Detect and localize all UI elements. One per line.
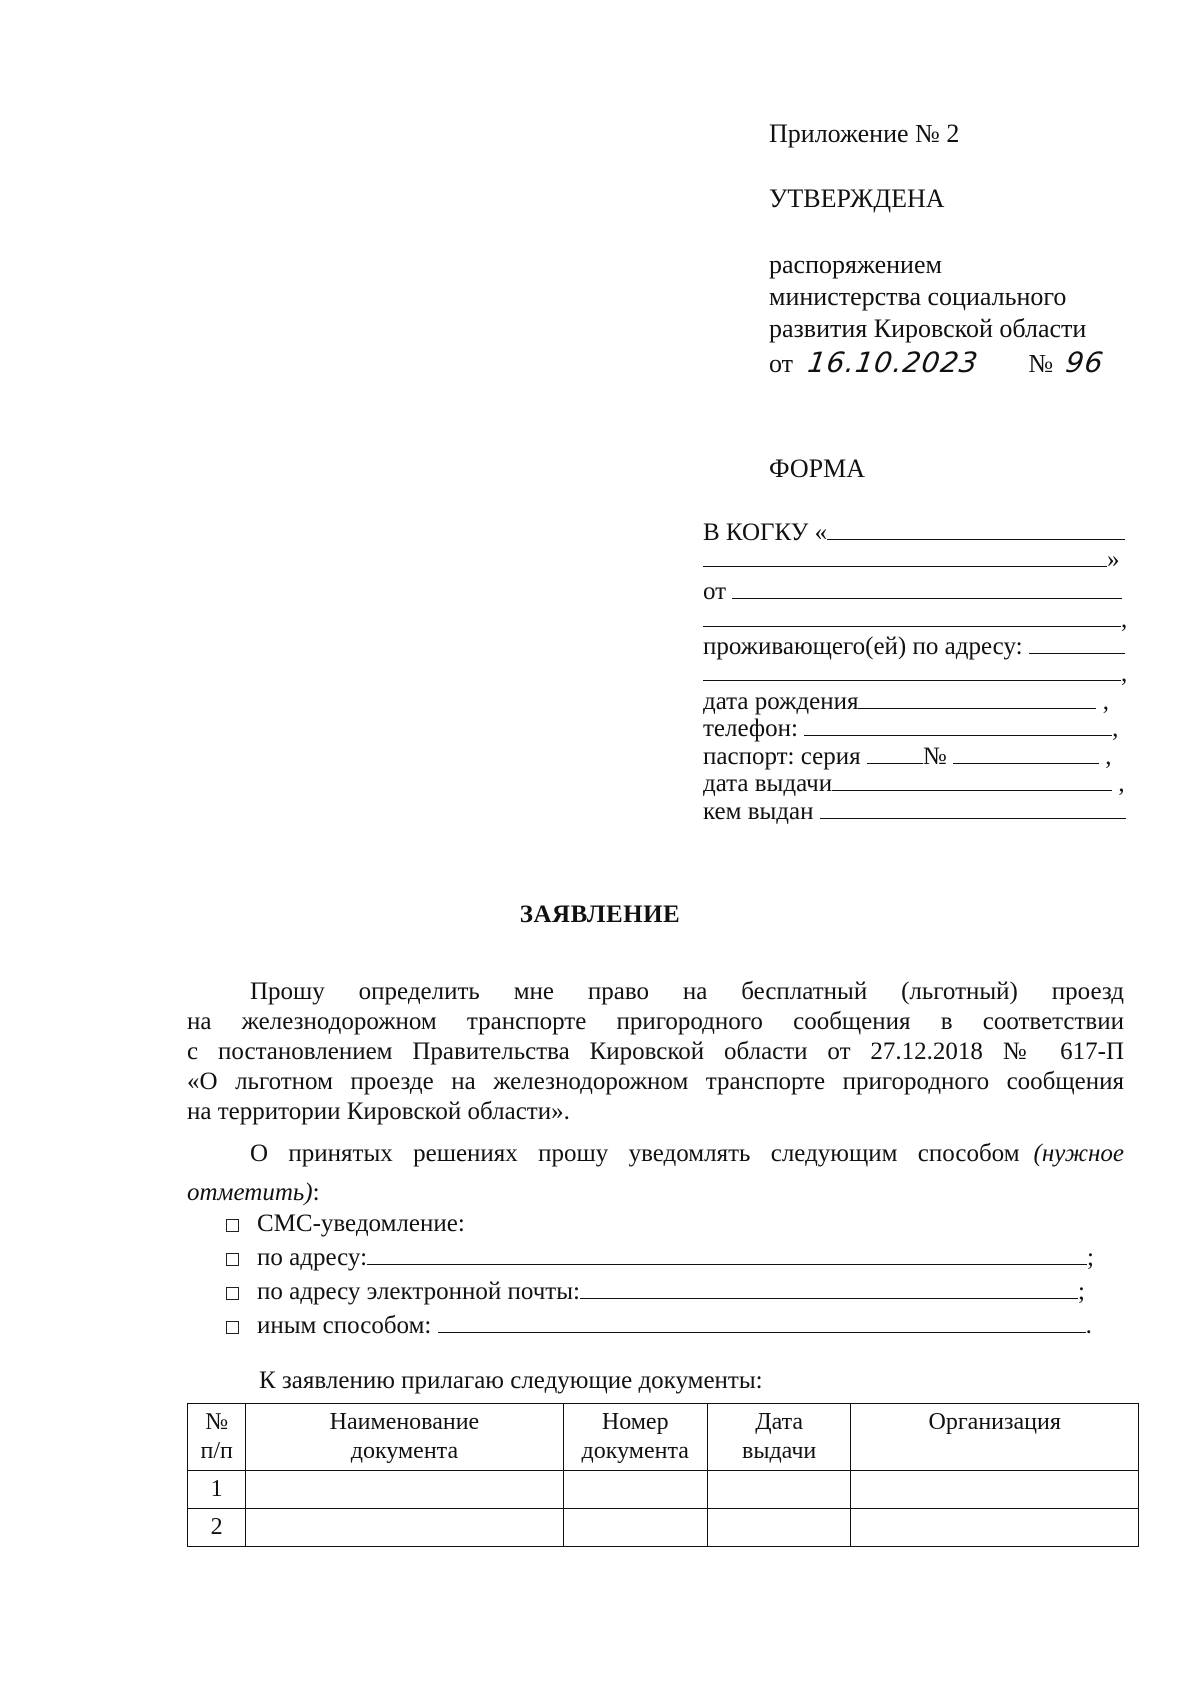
option-address-label: по адресу:	[257, 1244, 368, 1271]
table-cell[interactable]	[563, 1509, 707, 1547]
handwritten-number: 96	[1063, 346, 1106, 379]
semicolon: ;	[1087, 1244, 1094, 1271]
semicolon: ;	[1077, 1278, 1085, 1305]
table-cell[interactable]	[563, 1471, 707, 1509]
handwritten-date: 16.10.2023	[805, 346, 981, 379]
p2-text: О принятых решениях прошу уведомлять следующим способом	[250, 1140, 1020, 1167]
col-issuedate-line1: Дата	[755, 1409, 804, 1435]
col-issuedate-header	[707, 1404, 851, 1471]
issued-by-line	[703, 796, 1126, 827]
issued-by-label: кем выдан	[703, 798, 814, 825]
address-field[interactable]	[1029, 631, 1125, 654]
table-cell[interactable]	[707, 1509, 851, 1547]
table-cell[interactable]	[246, 1471, 563, 1509]
approved-label: УТВЕРЖДЕНА	[769, 184, 945, 213]
table-row	[188, 1509, 1139, 1547]
approved-by-line3: развития Кировской области	[769, 314, 1087, 343]
addressee-to-line2	[703, 544, 1120, 575]
col-docname-line2: документа	[350, 1438, 459, 1464]
option-other	[226, 1310, 1092, 1341]
phone-label: телефон:	[703, 715, 798, 742]
issue-date-label: дата выдачи	[703, 770, 833, 797]
form-label: ФОРМА	[769, 454, 865, 483]
notify-address-field[interactable]	[367, 1242, 1087, 1265]
checkbox-email[interactable]	[226, 1287, 239, 1300]
table-row	[188, 1471, 1139, 1509]
notify-other-field[interactable]	[438, 1310, 1086, 1333]
table-cell[interactable]	[851, 1509, 1139, 1547]
date-prefix: от	[769, 349, 794, 378]
checkbox-sms[interactable]	[226, 1219, 239, 1232]
checkbox-address[interactable]	[226, 1253, 239, 1266]
col-number-line1: №	[205, 1409, 229, 1435]
option-email-label: по адресу электронной почты:	[257, 1278, 580, 1305]
row-number: 2	[188, 1509, 246, 1547]
comma: ,	[1105, 743, 1112, 770]
statement-title: ЗАЯВЛЕНИЕ	[519, 901, 681, 928]
passport-series-label: паспорт: серия	[703, 743, 861, 770]
comma: ,	[1112, 715, 1119, 742]
attach-label: К заявлению прилагаю следующие документы:	[259, 1367, 763, 1394]
from-name-field-cont[interactable]	[703, 604, 1121, 627]
table-cell[interactable]	[851, 1471, 1139, 1509]
option-sms	[226, 1208, 465, 1239]
comma: ,	[1121, 660, 1128, 687]
period: .	[1085, 1312, 1092, 1339]
colon: :	[312, 1179, 320, 1206]
row-number: 1	[188, 1471, 246, 1509]
col-docname-header	[246, 1404, 563, 1471]
table-cell[interactable]	[246, 1509, 563, 1547]
statement-p1-line4: «О льготном проезде на железнодорожном транспорте пригородного сообщения	[187, 1068, 1124, 1095]
col-number-header	[188, 1404, 246, 1471]
approved-by-line2: министерства социального	[769, 282, 1067, 311]
birth-date-field[interactable]	[858, 686, 1096, 709]
col-issuedate-line2: выдачи	[741, 1438, 817, 1464]
col-docnum-line2: документа	[581, 1438, 689, 1464]
col-org-label: Организация	[928, 1409, 1061, 1435]
table-header-row	[188, 1404, 1139, 1471]
number-prefix: №	[1028, 349, 1054, 378]
comma: ,	[1118, 770, 1125, 797]
issued-by-field[interactable]	[820, 796, 1126, 819]
p2-italic: (нужное	[1033, 1140, 1124, 1167]
statement-p1-line1: Прошу определить мне право на бесплатный (льготный) проезд	[250, 978, 1124, 1005]
statement-p2-line1	[250, 1138, 1124, 1169]
p2-italic-cont: отметить)	[187, 1179, 313, 1206]
col-number-line2: п/п	[200, 1438, 233, 1464]
phone-line	[703, 713, 1118, 744]
comma: ,	[1121, 606, 1128, 633]
approved-by-line1: распоряжением	[769, 250, 942, 279]
addressee-from-line	[703, 576, 1122, 607]
option-email	[226, 1276, 1085, 1307]
col-docnum-header	[563, 1404, 707, 1471]
from-label: от	[703, 578, 727, 605]
close-quote: »	[1107, 546, 1120, 573]
comma: ,	[1102, 688, 1109, 715]
col-org-header	[851, 1404, 1139, 1471]
statement-p1-line2: на железнодорожном транспорте пригородного сообщения в соответствии	[187, 1008, 1124, 1035]
statement-p1-line3: с постановлением Правительства Кировской области от 27.12.2018 № 617-П	[187, 1038, 1124, 1065]
residing-line2	[703, 658, 1127, 689]
checkbox-other[interactable]	[226, 1321, 239, 1334]
issue-date-line	[703, 768, 1125, 799]
passport-number-field[interactable]	[953, 741, 1099, 764]
option-address	[226, 1242, 1094, 1273]
notify-email-field[interactable]	[580, 1276, 1078, 1299]
org-name-field[interactable]	[827, 517, 1125, 540]
col-docname-line1: Наименование	[329, 1409, 480, 1435]
approval-date-line	[769, 346, 1106, 379]
appendix-label: Приложение № 2	[769, 119, 960, 148]
phone-field[interactable]	[804, 713, 1112, 736]
org-name-field-cont[interactable]	[703, 544, 1107, 567]
passport-no-label: №	[922, 743, 947, 770]
birth-label: дата рождения	[703, 688, 859, 715]
option-other-label: иным способом:	[257, 1312, 432, 1339]
from-name-field[interactable]	[732, 576, 1122, 599]
residing-label: проживающего(ей) по адресу:	[703, 633, 1023, 660]
option-sms-label: СМС-уведомление:	[257, 1210, 465, 1237]
statement-p1-line5: на территории Кировской области».	[187, 1098, 570, 1125]
to-label: В КОГКУ «	[703, 519, 828, 546]
address-field-cont[interactable]	[703, 658, 1121, 681]
issue-date-field[interactable]	[832, 768, 1112, 791]
table-cell[interactable]	[707, 1471, 851, 1509]
documents-table	[187, 1403, 1139, 1547]
passport-series-field[interactable]	[867, 741, 923, 764]
statement-p2-line2	[187, 1177, 320, 1208]
col-docnum-line1: Номер	[601, 1409, 669, 1435]
